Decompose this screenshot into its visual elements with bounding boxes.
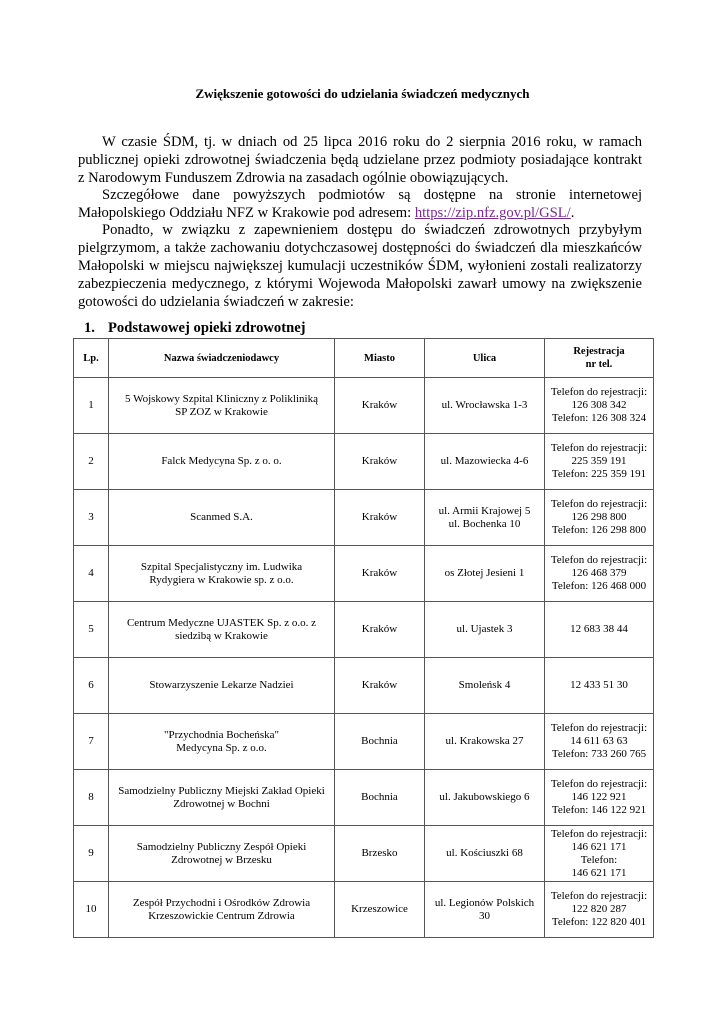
cell-lp: 6 xyxy=(74,658,109,714)
table-row xyxy=(74,378,654,434)
cell-city: Brzesko xyxy=(335,826,425,882)
table-row xyxy=(74,714,654,770)
cell-provider-name xyxy=(109,546,335,602)
cell-street xyxy=(425,770,545,826)
cell-street xyxy=(425,882,545,938)
cell-street-text: Smoleńsk 4 xyxy=(458,679,511,691)
header-city: Miasto xyxy=(335,339,425,378)
cell-provider-name-text: Zespół Przychodni i Ośrodków Zdrowia Krzeszowickie Centrum Zdrowia xyxy=(132,896,311,922)
cell-lp: 4 xyxy=(74,546,109,602)
cell-provider-name-text: Stowarzyszenie Lekarze Nadziei xyxy=(149,679,294,691)
cell-city: Kraków xyxy=(335,378,425,434)
cell-registration xyxy=(545,826,654,882)
cell-provider-name-text: Falck Medycyna Sp. z o. o. xyxy=(161,455,282,467)
cell-provider-name-text: Samodzielny Publiczny Zespół Opieki Zdrowotnej w Brzesku xyxy=(136,840,307,866)
cell-registration xyxy=(545,714,654,770)
cell-registration xyxy=(545,882,654,938)
cell-registration-text: Telefon do rejestracji: 122 820 287 Telefon: 122 820 401 xyxy=(550,890,648,928)
paragraph-details-text: Szczegółowe dane powyższych podmiotów są dostępne na stronie internetowej Małopolskiego Oddziału NFZ w Krakowie pod adresem: xyxy=(78,187,642,221)
cell-street-text: ul. Krakowska 27 xyxy=(445,735,524,747)
header-registration-label: Rejestracja nr tel. xyxy=(573,346,625,370)
cell-street xyxy=(425,658,545,714)
cell-provider-name xyxy=(109,714,335,770)
providers-table xyxy=(73,338,654,938)
cell-registration-text: Telefon do rejestracji: 146 122 921 Telefon: 146 122 921 xyxy=(550,778,648,816)
cell-street-text: ul. Wrocławska 1-3 xyxy=(441,399,528,411)
cell-registration-text: 12 433 51 30 xyxy=(570,679,628,691)
cell-registration-text: Telefon do rejestracji: 126 308 342 Telefon: 126 308 324 xyxy=(550,386,648,424)
cell-provider-name xyxy=(109,770,335,826)
cell-street xyxy=(425,714,545,770)
cell-registration xyxy=(545,434,654,490)
cell-city: Bochnia xyxy=(335,714,425,770)
paragraph-realizers: Ponadto, w związku z zapewnieniem dostępu do świadczeń zdrowotnych przybyłym pielgrzymom, a także zachowaniu dotychczasowej dostępności do świadczeń dla mieszkańców Małopolski w miejscu największej kumulacji uczestników ŚDM, wyłonieni zostali realizatorzy zabezpieczenia medycznego, z którymi Wojewoda Małopolski zawarł umowy na zwiększenie gotowości do udzielania świadczeń w zakresie: xyxy=(78,222,642,310)
table-header-row xyxy=(74,339,654,378)
cell-provider-name xyxy=(109,882,335,938)
table-row xyxy=(74,602,654,658)
cell-registration-text: Telefon do rejestracji: 14 611 63 63 Telefon: 733 260 765 xyxy=(550,722,648,760)
document-title: Zwiększenie gotowości do udzielania świadczeń medycznych xyxy=(195,86,530,101)
cell-provider-name-text: Samodzielny Publiczny Miejski Zakład Opieki Zdrowotnej w Bochni xyxy=(118,784,325,810)
table-row xyxy=(74,658,654,714)
paragraph-details-end: . xyxy=(570,205,575,221)
cell-street-text: ul. Ujastek 3 xyxy=(456,623,513,635)
header-name: Nazwa świadczeniodawcy xyxy=(109,339,335,378)
table-row xyxy=(74,546,654,602)
section-number: 1. xyxy=(84,320,95,336)
cell-provider-name xyxy=(109,434,335,490)
cell-street xyxy=(425,602,545,658)
cell-street-text: ul. Armii Krajowej 5 ul. Bochenka 10 xyxy=(438,504,531,530)
cell-provider-name-text: Centrum Medyczne UJASTEK Sp. z o.o. z siedzibą w Krakowie xyxy=(126,616,317,642)
table-row xyxy=(74,882,654,938)
cell-city: Kraków xyxy=(335,490,425,546)
cell-street-text: os Złotej Jesieni 1 xyxy=(444,567,525,579)
cell-lp: 1 xyxy=(74,378,109,434)
cell-registration-text: Telefon do rejestracji: 126 298 800 Telefon: 126 298 800 xyxy=(550,498,648,536)
cell-city: Kraków xyxy=(335,546,425,602)
header-street: Ulica xyxy=(425,339,545,378)
section-heading xyxy=(84,320,306,337)
cell-provider-name-text: Szpital Specjalistyczny im. Ludwika Rydygiera w Krakowie sp. z o.o. xyxy=(140,560,303,586)
cell-provider-name xyxy=(109,658,335,714)
cell-provider-name xyxy=(109,602,335,658)
cell-registration xyxy=(545,490,654,546)
cell-provider-name xyxy=(109,378,335,434)
cell-lp: 5 xyxy=(74,602,109,658)
cell-lp: 10 xyxy=(74,882,109,938)
cell-registration xyxy=(545,602,654,658)
cell-street-text: ul. Jakubowskiego 6 xyxy=(439,791,530,803)
cell-lp: 7 xyxy=(74,714,109,770)
cell-city: Kraków xyxy=(335,658,425,714)
header-lp: Lp. xyxy=(74,339,109,378)
cell-street xyxy=(425,378,545,434)
cell-registration-text: Telefon do rejestracji: 126 468 379 Telefon: 126 468 000 xyxy=(550,554,648,592)
cell-street xyxy=(425,434,545,490)
cell-provider-name-text: "Przychodnia Bocheńska" Medycyna Sp. z o.o. xyxy=(164,728,279,754)
header-registration xyxy=(545,339,654,378)
cell-city: Bochnia xyxy=(335,770,425,826)
cell-registration-text: Telefon do rejestracji: 146 621 171 Telefon: 146 621 171 xyxy=(550,827,648,879)
cell-lp: 9 xyxy=(74,826,109,882)
cell-registration xyxy=(545,770,654,826)
cell-provider-name xyxy=(109,826,335,882)
cell-registration xyxy=(545,658,654,714)
cell-provider-name-text: Scanmed S.A. xyxy=(190,511,253,523)
cell-registration-text: 12 683 38 44 xyxy=(570,623,628,635)
paragraph-intro: W czasie ŚDM, tj. w dniach od 25 lipca 2016 roku do 2 sierpnia 2016 roku, w ramach publicznej opieki zdrowotnej świadczenia będą udzielane przez podmioty posiadające kontrakt z Narodowym Funduszem Zdrowia na zasadach ogólnie obowiązujących. xyxy=(78,134,642,186)
table-row xyxy=(74,826,654,882)
section-title: Podstawowej opieki zdrowotnej xyxy=(108,320,306,336)
cell-city: Kraków xyxy=(335,602,425,658)
cell-lp: 3 xyxy=(74,490,109,546)
cell-city: Kraków xyxy=(335,434,425,490)
cell-street xyxy=(425,546,545,602)
paragraph-details xyxy=(78,186,642,222)
cell-street xyxy=(425,826,545,882)
cell-registration xyxy=(545,546,654,602)
cell-street-text: ul. Kościuszki 68 xyxy=(446,847,523,859)
cell-lp: 8 xyxy=(74,770,109,826)
cell-street-text: ul. Legionów Polskich 30 xyxy=(434,896,535,922)
cell-city: Krzeszowice xyxy=(335,882,425,938)
cell-provider-name-text: 5 Wojskowy Szpital Kliniczny z Polikliniką SP ZOZ w Krakowie xyxy=(125,392,318,418)
nfz-link[interactable]: https://zip.nfz.gov.pl/GSL/ xyxy=(414,205,571,221)
cell-registration xyxy=(545,378,654,434)
table-row xyxy=(74,770,654,826)
cell-street-text: ul. Mazowiecka 4-6 xyxy=(440,455,529,467)
cell-street xyxy=(425,490,545,546)
table-row xyxy=(74,434,654,490)
cell-lp: 2 xyxy=(74,434,109,490)
cell-registration-text: Telefon do rejestracji: 225 359 191 Telefon: 225 359 191 xyxy=(550,442,648,480)
table-row xyxy=(74,490,654,546)
cell-provider-name xyxy=(109,490,335,546)
